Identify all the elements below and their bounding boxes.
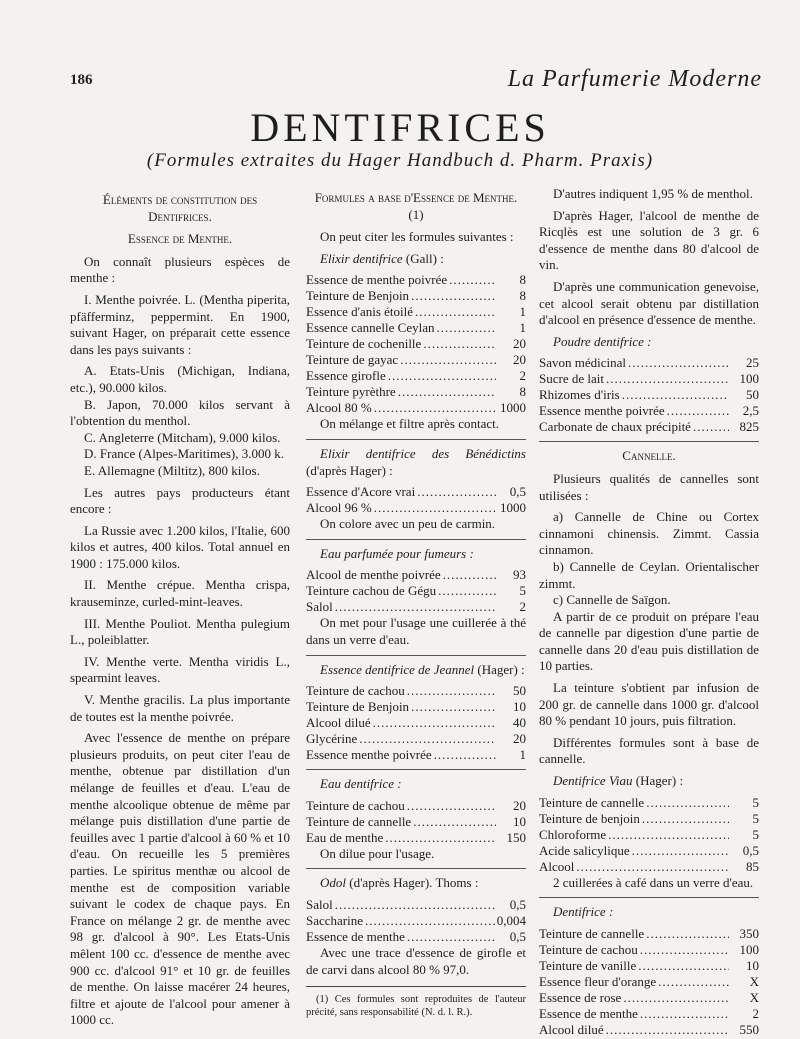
formula-row xyxy=(306,304,526,320)
ingredient-label: Acide salicylique xyxy=(539,842,630,858)
paragraph: On connaît plusieurs espèces de menthe : xyxy=(70,253,290,286)
ingredient-label: Teinture de cochenille xyxy=(306,336,422,352)
paragraph: On colore avec un peu de carmin. xyxy=(320,516,496,532)
ingredient-label: Alcool 96 % xyxy=(306,500,372,516)
divider xyxy=(306,539,526,540)
ingredient-label: Teinture de benjoin xyxy=(539,810,640,826)
ingredient-label: Essence girofle xyxy=(306,368,386,384)
ingredient-label: Essence de menthe poivrée xyxy=(306,272,448,288)
ingredient-label: Alcool dilué xyxy=(306,715,371,731)
ingredient-label: Chloroforme xyxy=(539,826,607,842)
paragraph: Les autres pays producteurs étant encore : xyxy=(70,484,290,517)
ingredient-quantity: 5 xyxy=(752,794,759,810)
divider xyxy=(306,868,526,869)
ingredient-quantity: 50 xyxy=(513,683,526,699)
leader-dots xyxy=(640,1006,729,1022)
formula-row xyxy=(306,814,526,830)
paragraph: La Russie avec 1.200 kilos, l'Italie, 600 kilos et autres, 400 kilos. Total annuel en 1900 : 175.000 kilos. xyxy=(70,522,290,571)
formula-table xyxy=(539,795,759,875)
leader-dots xyxy=(638,958,729,974)
formula-row xyxy=(306,484,526,500)
ingredient-quantity: 20 xyxy=(513,731,526,747)
ingredient-label: Sucre de lait xyxy=(539,371,604,387)
paragraph: Avec l'essence de menthe on prépare plusieurs produits, on peut citer l'eau de menthe, obtenue par distillation d'un mélange de feuilles et d'eau. L'eau de menthe alcoolique obtenue de même par mélange puis distillation d'une partie de feuilles avec 1 partie d'alcool à 60 % et 10 d'eau. On recueille les 5 premières parties. Le spiritus menthæ ou alcool de menthe est de composition variable suivant le codex de chaque pays. En France on mélange 2 gr. de menthe avec 98 gr. d'alcool à 90°. Les Etats-Unis mêlent 100 cc. d'essence de menthe avec 900 cc. d'alcool 91° et 10 gr. de feuilles de menthe. On laisse macérer 24 heures, filtre et ajoute de l'alcool pour amener à 1000 cc. xyxy=(70,730,291,1028)
formula-title: Eau parfumée pour fumeurs : xyxy=(320,545,474,561)
leader-dots xyxy=(640,942,729,958)
ingredient-label: Eau de menthe xyxy=(306,829,384,845)
ingredient-quantity: 40 xyxy=(513,715,526,731)
formula-row xyxy=(539,827,759,843)
ingredient-label: Teinture de cannelle xyxy=(539,925,645,941)
ingredient-label: Teinture de vanille xyxy=(539,957,637,973)
leader-dots xyxy=(374,400,496,416)
ingredient-quantity: 825 xyxy=(739,419,759,435)
ingredient-quantity: 5 xyxy=(752,826,759,842)
formula-row xyxy=(306,288,526,304)
formula-title: Essence dentifrice de Jeannel (Hager) : xyxy=(320,661,525,677)
leader-dots xyxy=(606,1022,729,1038)
ingredient-label: Salol xyxy=(306,599,333,615)
ingredient-label: Teinture de Benjoin xyxy=(306,699,410,715)
leader-dots xyxy=(622,387,729,403)
ingredient-label: Teinture de cachou xyxy=(306,797,405,813)
formula-row xyxy=(306,683,526,699)
leader-dots xyxy=(646,795,729,811)
leader-dots xyxy=(385,830,496,846)
leader-dots xyxy=(606,371,729,387)
leader-dots xyxy=(415,304,496,320)
formula-row xyxy=(539,355,759,371)
leader-dots xyxy=(438,583,496,599)
formula-table xyxy=(539,926,759,1038)
paragraph: II. Menthe crépue. Mentha crispa, krauseminze, curled-mint-leaves. xyxy=(70,577,290,610)
ingredient-label: Essence d'Acore vrai xyxy=(306,484,416,500)
leader-dots xyxy=(658,974,729,990)
ingredient-quantity: 85 xyxy=(746,858,759,874)
ingredient-quantity: 0,5 xyxy=(742,842,759,858)
formula-title: Elixir dentifrice (Gall) : xyxy=(320,250,444,266)
leader-dots xyxy=(693,419,729,435)
ingredient-quantity: 0,004 xyxy=(496,912,526,928)
formula-row xyxy=(539,859,759,875)
leader-dots xyxy=(411,288,496,304)
ingredient-quantity: 50 xyxy=(746,387,759,403)
column-2 xyxy=(306,190,526,1019)
formula-title: Elixir dentifrice des Bénédictins (d'après Hager) : xyxy=(306,445,526,478)
formula-table xyxy=(306,272,526,416)
section-heading: Éléments de constitution des Dentifrices. xyxy=(102,192,258,224)
footnote: (1) Ces formules sont reproduites de l'auteur précité, sans responsabilité (N. d. l. R.). xyxy=(306,994,526,1019)
ingredient-quantity: 1000 xyxy=(500,500,526,516)
ingredient-quantity: 5 xyxy=(752,810,759,826)
ingredient-quantity: 10 xyxy=(746,957,759,973)
formula-row xyxy=(539,958,759,974)
formula-row xyxy=(306,336,526,352)
leader-dots xyxy=(576,859,729,875)
ingredient-label: Essence de menthe xyxy=(306,928,405,944)
formula-row xyxy=(539,387,759,403)
section-heading: Cannelle. xyxy=(622,448,676,464)
ingredient-label: Essence d'anis étoilé xyxy=(306,304,414,320)
ingredient-quantity: 350 xyxy=(739,925,759,941)
leader-dots xyxy=(407,683,496,699)
formula-row xyxy=(306,913,526,929)
divider xyxy=(306,769,526,770)
paragraph: b) Cannelle de Ceylan. Orientalischer zimmt. xyxy=(539,558,759,591)
subsection-heading: Essence de Menthe. xyxy=(127,231,233,247)
page-title: DENTIFRICES xyxy=(250,105,550,150)
leader-dots xyxy=(437,320,497,336)
ingredient-quantity: 20 xyxy=(513,336,526,352)
ingredient-label: Essence menthe poivrée xyxy=(539,403,665,419)
ingredient-label: Teinture de cannelle xyxy=(539,794,645,810)
formula-table xyxy=(306,567,526,615)
paragraph: On dilue pour l'usage. xyxy=(320,845,435,861)
paragraph: c) Cannelle de Saïgon. xyxy=(553,592,671,608)
formula-title: Poudre dentifrice : xyxy=(553,333,652,349)
formula-title: Odol (d'après Hager). Thoms : xyxy=(320,875,479,891)
ingredient-label: Essence de rose xyxy=(539,989,622,1005)
column-3 xyxy=(539,186,759,1038)
leader-dots xyxy=(449,272,496,288)
paragraph: Plusieurs qualités de cannelles sont utilisées : xyxy=(539,470,759,503)
ingredient-label: Teinture de cachou xyxy=(306,683,405,699)
ingredient-quantity: X xyxy=(749,989,759,1005)
leader-dots xyxy=(400,352,496,368)
leader-dots xyxy=(417,484,496,500)
ingredient-quantity: 25 xyxy=(746,355,759,371)
divider xyxy=(539,441,759,442)
ingredient-label: Alcool dilué xyxy=(539,1021,604,1037)
formula-row xyxy=(539,403,759,419)
ingredient-label: Rhizomes d'iris xyxy=(539,387,620,403)
formula-title: Eau dentifrice : xyxy=(320,776,402,792)
formula-row xyxy=(539,942,759,958)
running-head: La Parfumerie Moderne xyxy=(507,66,762,92)
formula-row xyxy=(306,929,526,945)
column-1 xyxy=(70,192,290,1034)
leader-dots xyxy=(398,384,496,400)
ingredient-label: Alcool de menthe poivrée xyxy=(306,567,441,583)
ingredient-label: Teinture de cannelle xyxy=(306,813,412,829)
paragraph: I. Menthe poivrée. L. (Mentha piperita, pfäfferminz, peppermint. En 1900, suivant Hager, on préparait cette essence dans les pays suivants : xyxy=(70,291,290,357)
leader-dots xyxy=(646,926,729,942)
formula-row xyxy=(306,599,526,615)
formula-row xyxy=(539,795,759,811)
leader-dots xyxy=(411,699,496,715)
paragraph: D'autres indiquent 1,95 % de menthol. xyxy=(553,186,753,201)
ingredient-label: Alcool xyxy=(539,858,575,874)
ingredient-label: Essence cannelle Ceylan xyxy=(306,320,435,336)
page-subtitle: (Formules extraites du Hager Handbuch d. Pharm. Praxis) xyxy=(146,150,654,171)
paragraph: D. France (Alpes-Maritimes), 3.000 k. xyxy=(84,446,285,462)
formula-row xyxy=(539,811,759,827)
ingredient-quantity: 0,5 xyxy=(509,484,526,500)
paragraph: Avec une trace d'essence de girofle et de carvi dans alcool 80 % 97,0. xyxy=(306,944,526,977)
formula-row xyxy=(306,272,526,288)
ingredient-label: Alcool 80 % xyxy=(306,400,372,416)
formula-row xyxy=(306,747,526,763)
formula-row xyxy=(306,798,526,814)
ingredient-quantity: 8 xyxy=(519,272,526,288)
leader-dots xyxy=(623,990,729,1006)
ingredient-quantity: 150 xyxy=(506,829,526,845)
leader-dots xyxy=(388,368,496,384)
paragraph: V. Menthe gracilis. La plus importante de toutes est la menthe poivrée. xyxy=(70,692,290,724)
formula-row xyxy=(539,974,759,990)
paragraph: a) Cannelle de Chine ou Cortex cinnamoni chinensis. Zimmt. Cassia cinnamon. xyxy=(539,509,759,558)
ingredient-label: Salol xyxy=(306,896,333,912)
ingredient-quantity: 20 xyxy=(513,352,526,368)
ingredient-quantity: 2 xyxy=(519,368,526,384)
formula-row xyxy=(306,368,526,384)
paragraph: Différentes formules sont à base de cannelle. xyxy=(539,734,759,767)
divider xyxy=(539,897,759,898)
formula-row xyxy=(306,567,526,583)
ingredient-quantity: 8 xyxy=(519,288,526,304)
leader-dots xyxy=(642,811,729,827)
ingredient-quantity: 8 xyxy=(519,384,526,400)
footnote-rule xyxy=(306,986,526,987)
formula-row xyxy=(306,384,526,400)
formula-row xyxy=(539,926,759,942)
leader-dots xyxy=(407,798,496,814)
ingredient-label: Essence de menthe xyxy=(539,1005,638,1021)
ingredient-quantity: 2 xyxy=(519,599,526,615)
leader-dots xyxy=(667,403,729,419)
paragraph: On met pour l'usage une cuillerée à thé dans un verre d'eau. xyxy=(306,615,526,647)
ingredient-quantity: 2 xyxy=(752,1005,759,1021)
formula-row xyxy=(306,320,526,336)
formula-row xyxy=(306,500,526,516)
leader-dots xyxy=(335,599,496,615)
formula-row xyxy=(539,843,759,859)
ingredient-quantity: 2,5 xyxy=(742,403,759,419)
leader-dots xyxy=(407,929,496,945)
formula-row xyxy=(306,715,526,731)
leader-dots xyxy=(443,567,496,583)
ingredient-label: Teinture pyrèthre xyxy=(306,384,396,400)
formula-table xyxy=(306,798,526,846)
formula-row xyxy=(306,583,526,599)
section-heading: Formules a base d'Essence de Menthe. (1) xyxy=(314,190,518,222)
formula-row xyxy=(539,371,759,387)
formula-row xyxy=(306,830,526,846)
divider xyxy=(306,655,526,656)
formula-row xyxy=(306,731,526,747)
leader-dots xyxy=(628,355,729,371)
ingredient-label: Essence fleur d'orange xyxy=(539,973,657,989)
formula-row xyxy=(539,1006,759,1022)
ingredient-quantity: 93 xyxy=(513,567,526,583)
ingredient-quantity: 10 xyxy=(513,813,526,829)
leader-dots xyxy=(359,731,496,747)
ingredient-label: Essence menthe poivrée xyxy=(306,747,432,763)
ingredient-quantity: 550 xyxy=(739,1021,759,1037)
page-number: 186 xyxy=(70,72,93,88)
formula-row xyxy=(306,699,526,715)
paragraph: E. Allemagne (Miltitz), 800 kilos. xyxy=(84,462,260,478)
paragraph: La teinture s'obtient par infusion de 200 gr. de cannelle dans 1000 gr. d'alcool 80 % pendant 10 jours, puis filtration. xyxy=(539,680,759,729)
ingredient-quantity: 20 xyxy=(513,797,526,813)
paragraph: A partir de ce produit on prépare l'eau de cannelle par digestion d'une partie de cannelle dans 20 d'eau puis distillation de 10 parties. xyxy=(539,608,759,674)
paragraph: On peut citer les formules suivantes : xyxy=(320,229,514,245)
leader-dots xyxy=(608,827,729,843)
paragraph: III. Menthe Pouliot. Mentha pulegium L., poleiblatter. xyxy=(70,615,290,648)
ingredient-quantity: X xyxy=(749,973,759,989)
leader-dots xyxy=(413,814,496,830)
ingredient-label: Teinture de cachou xyxy=(539,941,638,957)
formula-table xyxy=(539,355,759,435)
leader-dots xyxy=(374,500,496,516)
ingredient-label: Teinture de Benjoin xyxy=(306,288,410,304)
formula-table xyxy=(306,897,526,945)
ingredient-quantity: 1000 xyxy=(500,400,526,416)
leader-dots xyxy=(434,747,496,763)
leader-dots xyxy=(365,913,495,929)
paragraph: D'après Hager, l'alcool de menthe de Ricqlès est une solution de 3 gr. 6 d'essence de menthe dans 80 d'alcool de vin. xyxy=(539,207,759,273)
paragraph: B. Japon, 70.000 kilos servant à l'obtention du menthol. xyxy=(70,396,290,429)
formula-row xyxy=(306,897,526,913)
ingredient-quantity: 5 xyxy=(519,583,526,599)
leader-dots xyxy=(373,715,496,731)
divider xyxy=(306,439,526,440)
formula-row xyxy=(539,419,759,435)
leader-dots xyxy=(632,843,729,859)
ingredient-label: Savon médicinal xyxy=(539,355,627,371)
ingredient-quantity: 10 xyxy=(513,699,526,715)
formula-row xyxy=(306,400,526,416)
ingredient-quantity: 0,5 xyxy=(509,896,526,912)
formula-row xyxy=(539,990,759,1006)
formula-title: Dentifrice Viau (Hager) : xyxy=(553,773,684,789)
ingredient-quantity: 1 xyxy=(519,320,526,336)
ingredient-quantity: 100 xyxy=(739,941,759,957)
paragraph: C. Angleterre (Mitcham), 9.000 kilos. xyxy=(84,429,281,445)
ingredient-label: Teinture cachou de Gégu xyxy=(306,583,437,599)
ingredient-label: Carbonate de chaux précipité xyxy=(539,419,691,435)
paragraph: D'après une communication genevoise, cet alcool serait obtenu par distillation d'alcool en présence d'essence de menthe. xyxy=(539,278,759,328)
ingredient-quantity: 1 xyxy=(519,747,526,763)
ingredient-quantity: 1 xyxy=(519,304,526,320)
paragraph: 2 cuillerées à café dans un verre d'eau. xyxy=(553,874,754,890)
formula-row xyxy=(306,352,526,368)
formula-title: Dentifrice : xyxy=(553,904,614,920)
formula-table xyxy=(306,484,526,516)
paragraph: On mélange et filtre après contact. xyxy=(320,416,500,432)
ingredient-label: Saccharine xyxy=(306,912,364,928)
ingredient-label: Teinture de gayac xyxy=(306,352,399,368)
leader-dots xyxy=(423,336,496,352)
paragraph: A. Etats-Unis (Michigan, Indiana, etc.), 90.000 kilos. xyxy=(70,363,290,395)
ingredient-quantity: 0,5 xyxy=(509,928,526,944)
paragraph: IV. Menthe verte. Mentha viridis L., spearmint leaves. xyxy=(70,653,290,686)
formula-row xyxy=(539,1022,759,1038)
leader-dots xyxy=(335,897,496,913)
formula-table xyxy=(306,683,526,763)
ingredient-quantity: 100 xyxy=(739,371,759,387)
ingredient-label: Glycérine xyxy=(306,731,358,747)
